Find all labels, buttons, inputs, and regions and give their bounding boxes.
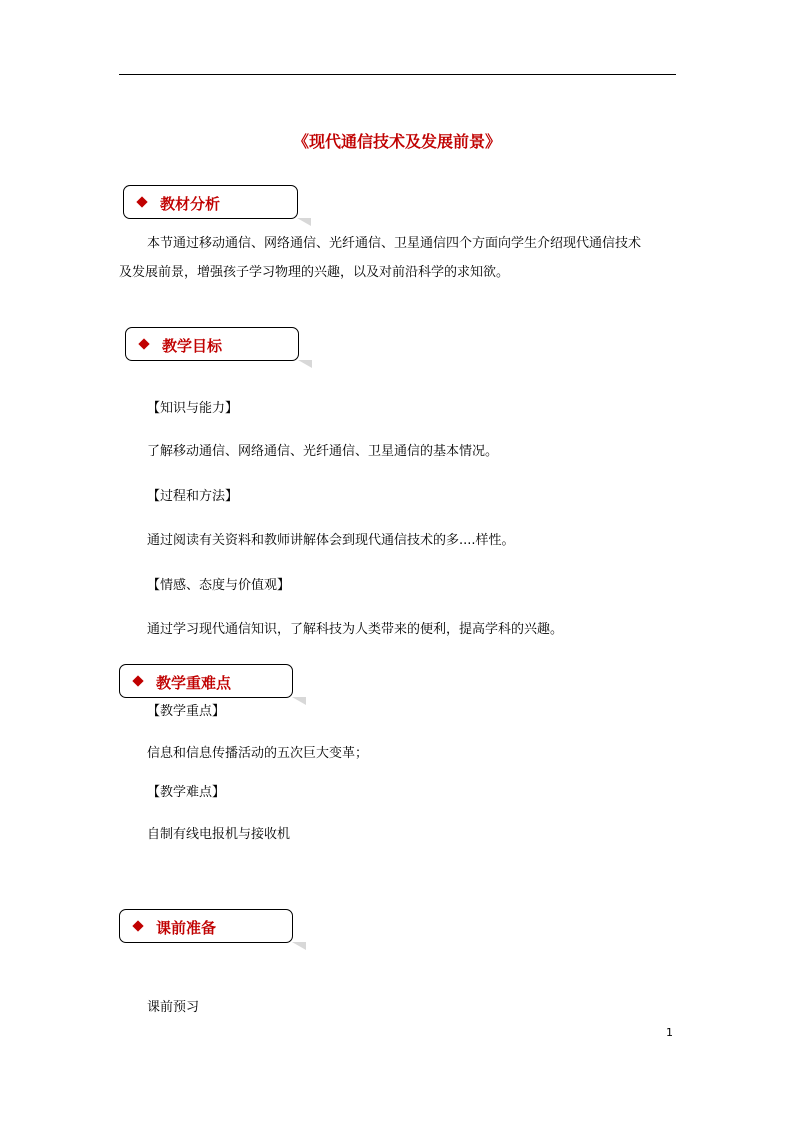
difficulty-text: 自制有线电报机与接收机 [147,827,291,842]
knowledge-text: 了解移动通信、网络通信、光纤通信、卫星通信的基本情况。 [147,444,499,459]
diamond-bullet-icon [136,196,147,207]
process-text: 通过阅读有关资料和教师讲解体会到现代通信技术的多....样性。 [147,533,515,548]
diamond-bullet-icon [132,920,143,931]
box-shadow [297,218,311,226]
knowledge-label: 【知识与能力】 [147,401,239,416]
section-header-preparation [119,909,293,943]
section-header-objectives [125,327,299,361]
preparation-text: 课前预习 [147,1000,200,1015]
box-shadow [292,942,306,950]
focus-label: 【教学重点】 [147,704,226,719]
header-rule [119,74,676,75]
section-title: 课前准备 [156,919,217,937]
section-header-keypoints [119,664,293,698]
section-title: 教材分析 [160,195,221,213]
diamond-bullet-icon [138,338,149,349]
emotion-text: 通过学习现代通信知识，了解科技为人类带来的便利，提高学科的兴趣。 [147,622,564,637]
section-header-analysis [123,185,298,219]
section-title: 教学重难点 [156,674,232,692]
page-number: 1 [666,1026,673,1039]
document-title: 《现代通信技术及发展前景》 [292,132,501,151]
focus-text: 信息和信息传播活动的五次巨大变革； [147,746,369,761]
section-title: 教学目标 [162,337,223,355]
emotion-label: 【情感、态度与价值观】 [147,578,291,593]
analysis-line-2: 及发展前景，增强孩子学习物理的兴趣，以及对前沿科学的求知欲。 [119,265,510,280]
analysis-line-1: 本节通过移动通信、网络通信、光纤通信、卫星通信四个方面向学生介绍现代通信技术 [147,236,642,251]
difficulty-label: 【教学难点】 [147,785,226,800]
box-shadow [292,697,306,705]
box-shadow [298,360,312,368]
process-label: 【过程和方法】 [147,489,239,504]
diamond-bullet-icon [132,675,143,686]
